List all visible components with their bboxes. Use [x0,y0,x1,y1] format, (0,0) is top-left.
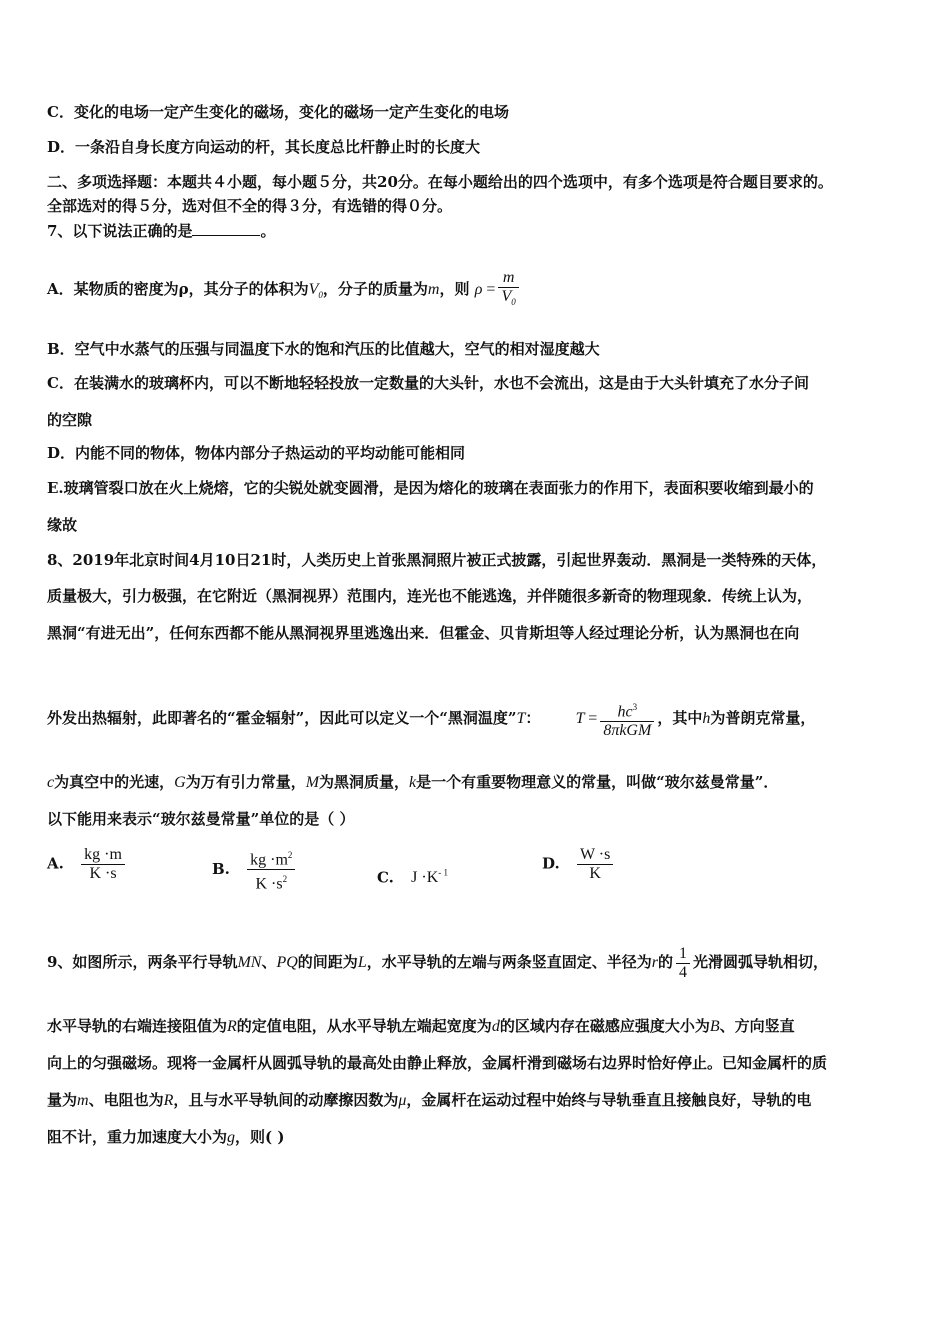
section-2-scoring: 全部选对的得５分，选对但不全的得３分，有选错的得０分。 [47,197,453,215]
question-7-option-e-line2: 缘故 [47,516,78,534]
question-7-stem: 7、以下说法正确的是 。 [47,222,276,240]
question-8-line1: 8、2019年北京时间4月10日21时，人类历史上首张黑洞照片被正式披露，引起世界轰动．黑洞是一类特殊的天体， [47,551,827,569]
question-7-option-c-line2: 的空隙 [47,411,93,429]
question-8-option-d: D. $\frac{W \cdot s}{K}$ [542,846,616,883]
question-8-line5: c为真空中的光速，G为万有引力常量，M为黑洞质量，k是一个有重要物理意义的常量，叫做“玻尔兹曼常量”． [47,773,779,791]
question-8-option-b: B. $\frac{kg \cdot m^2}{K \cdot s^2}$ [212,846,298,894]
question-9-line2: 水平导轨的右端连接阻值为R的定值电阻，从水平导轨左端起宽度为d的区域内存在磁感应强度大小为B、方向竖直 [47,1017,795,1035]
question-8-line4: 外发出热辐射，此即著名的“霍金辐射”，因此可以定义一个“黑洞温度”T： T = $\frac{hc^3}{\text{8πkGM}}$ ，其中h为普朗克常量， [47,702,816,740]
question-8-option-a: A. $\frac{kg \cdot m}{K \cdot s}$ [47,846,128,883]
option-c-previous: C．变化的电场一定产生变化的磁场，变化的磁场一定产生变化的电场 [47,103,509,121]
question-8-line3: 黑洞“有进无出”，任何东西都不能从黑洞视界里逃逸出来．但霍金、贝肯斯坦等人经过理论分析，认为黑洞也在向 [47,624,800,642]
question-7-option-b: B．空气中水蒸气的压强与同温度下水的饱和汽压的比值越大，空气的相对湿度越大 [47,340,600,358]
density-formula: ρ = $\frac{m}{V_0}$ [475,281,522,298]
question-7-option-a: A．某物质的密度为ρ，其分子的体积为$V_0$，分子的质量为m，则 ρ = $\frac{m}{V_0}$ [47,266,522,318]
section-2-heading: 二、多项选择题：本题共４小题，每小题５分，共20分。在每小题给出的四个选项中，有多个选项是符合题目要求的。 [47,173,833,191]
question-9-line3: 向上的匀强磁场。现将一金属杆从圆弧导轨的最高处由静止释放，金属杆滑到磁场右边界时恰好停止。已知金属杆的质 [47,1054,828,1072]
question-7-option-c-line1: C．在装满水的玻璃杯内，可以不断地轻轻投放一定数量的大头针，水也不会流出，这是由于大头针填充了水分子间 [47,374,809,392]
question-7-option-d: D．内能不同的物体，物体内部分子热运动的平均动能可能相同 [47,444,466,462]
question-8-line6: 以下能用来表示“玻尔兹曼常量”单位的是（ ） [47,810,355,828]
question-9-line5: 阻不计，重力加速度大小为g，则( ) [47,1128,285,1146]
quarter-fraction: $\frac{1}{4}$ [676,945,690,982]
question-8-option-c: C. $J \cdot K^{- 1}$ [377,868,448,887]
question-9-line4: 量为m、电阻也为R，且与水平导轨间的动摩擦因数为μ，金属杆在运动过程中始终与导轨垂直且接触良好，导轨的电 [47,1091,812,1109]
question-7-option-e-line1: E.玻璃管裂口放在火上烧熔，它的尖锐处就变圆滑，是因为熔化的玻璃在表面张力的作用下，表面积要收缩到最小的 [47,479,814,497]
hawking-temperature-formula: T = $\frac{hc^3}{\text{8πkGM}}$ [576,710,658,727]
question-9-line1: 9、如图所示，两条平行导轨MN、PQ的间距为L，水平导轨的左端与两条竖直固定、半径为r的 $\frac{1}{4}$ 光滑圆弧导轨相切， [47,944,828,981]
answer-blank [192,221,260,236]
question-8-line2: 质量极大，引力极强，在它附近（黑洞视界）范围内，连光也不能逃逸，并伴随很多新奇的物理现象．传统上认为， [47,587,813,605]
option-d-previous: D．一条沿自身长度方向运动的杆，其长度总比杆静止时的长度大 [47,138,481,156]
